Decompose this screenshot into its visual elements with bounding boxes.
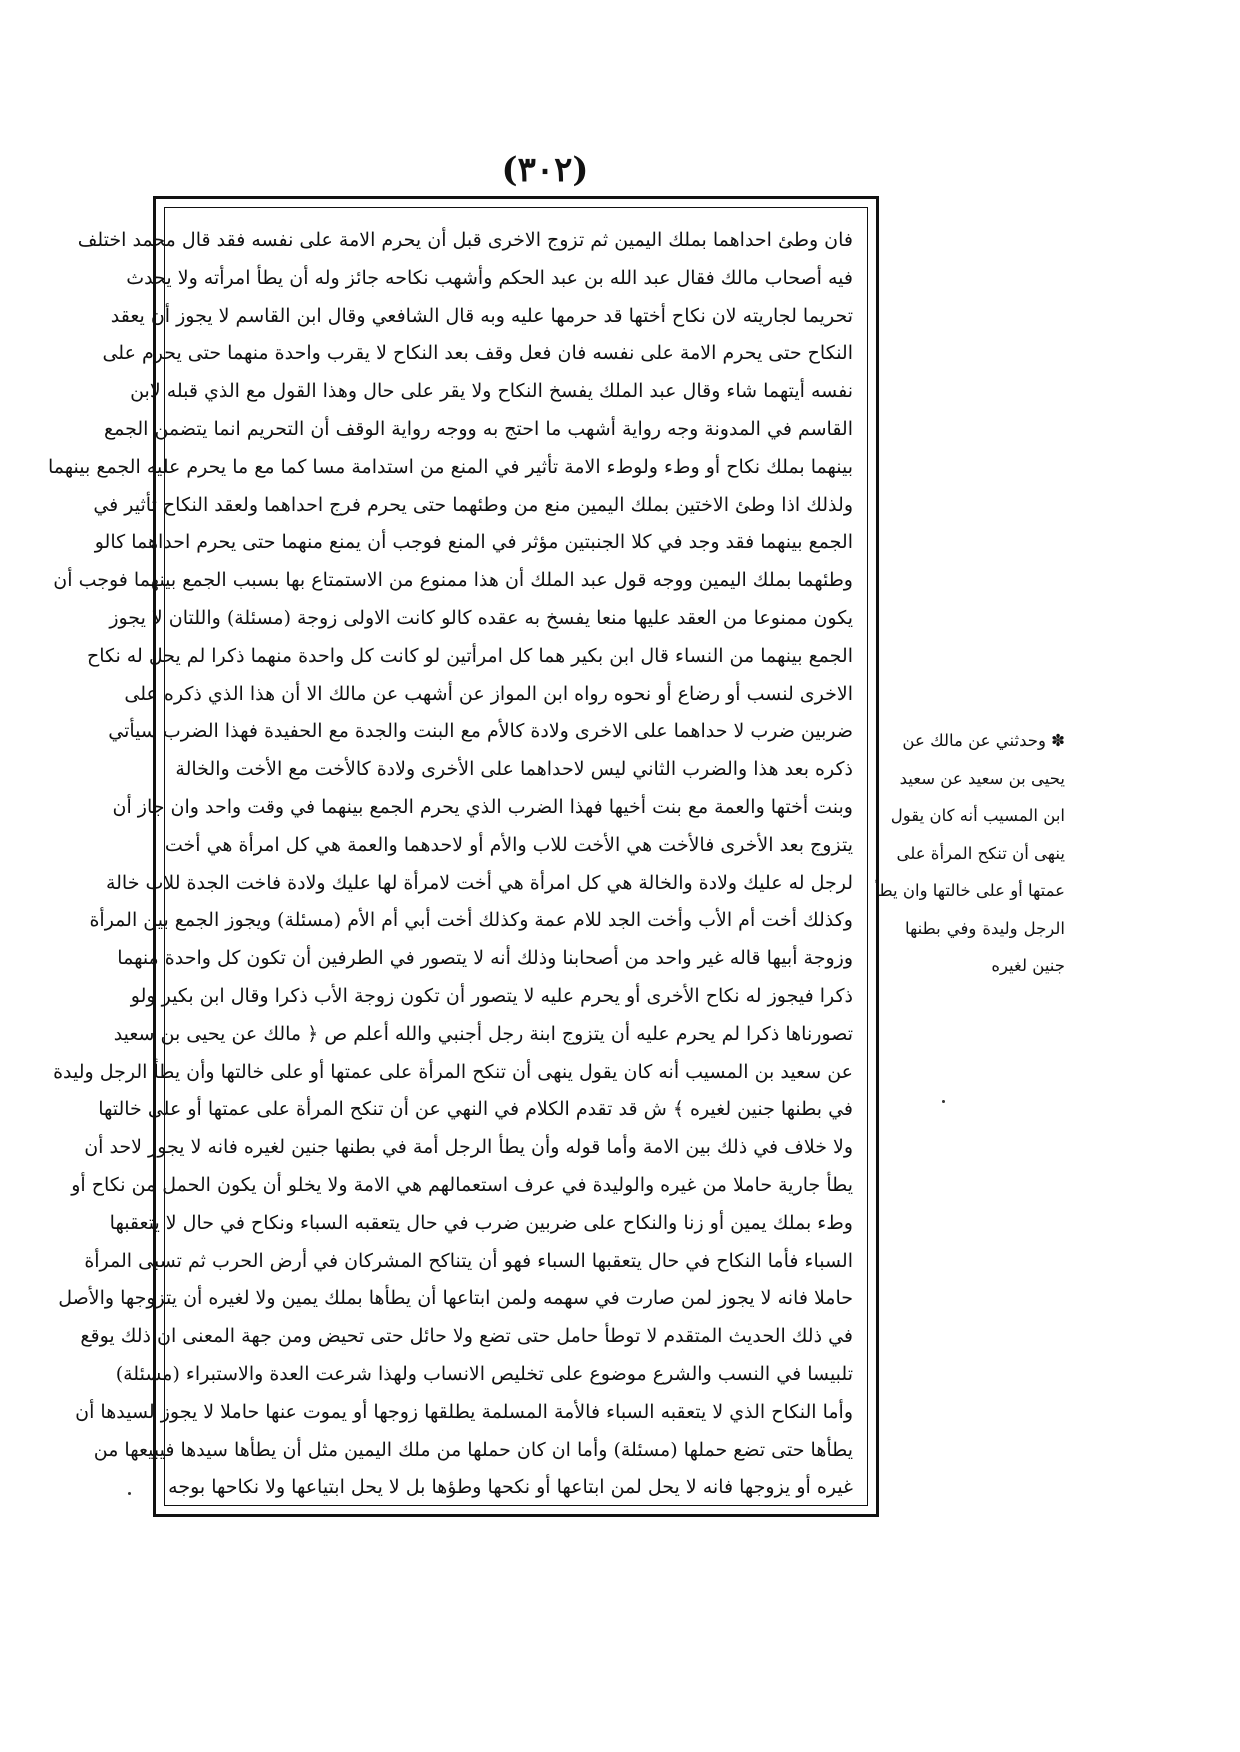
main-text-line: ضربين ضرب لا حداهما على الاخرى ولادة كالأم مع البنت والجدة مع الحفيدة فهذا الضرب سيأتي [108,720,853,743]
main-text-line: تلبيسا في النسب والشرع موضوع على تخليص الانساب ولهذا شرعت العدة والاستبراء (مسئلة) [115,1362,853,1385]
main-text-line: الجمع بينهما من النساء قال ابن بكير هما كل امرأتين لو كانت كل واحدة منهما ذكرا لم يحل له نكاح [86,644,853,667]
main-text-line: ذكرا فيجوز له نكاح الأخرى أو يحرم عليه لا يتصور أن تكون زوجة الأب ذكرا وقال ابن بكير ولو [130,984,853,1007]
main-text-line: وبنت أختها والعمة مع بنت أخيها فهذا الضرب الذي يحرم الجمع بينهما في وقت واحد وان جاز أن [112,795,853,818]
main-text-line: غيره أو يزوجها فانه لا يحل لمن ابتاعها أو نكحها وطؤها بل لا يحل ابتياعها ولا نكاحها بوجه [168,1476,853,1499]
main-text-line: النكاح حتى يحرم الامة على نفسه فان فعل وقف بعد النكاح لا يقرب واحدة منهما حتى يحرم على [102,342,853,365]
main-text-line: فيه أصحاب مالك فقال عبد الله بن عبد الحكم وأشهب نكاحه جائز وله أن يطأ امرأته ولا يحدث [126,266,853,289]
margin-note-line: يحيى بن سعيد عن سعيد [899,768,1065,788]
main-text-line: ذكره بعد هذا والضرب الثاني ليس لاحداهما على الأخرى ولادة كالأخت مع الأخت والخالة [175,758,853,781]
main-text-line: يتزوج بعد الأخرى فالأخت هي الأخت للاب والأم أو لاحدهما والعمة هي كل امرأة هي أخت [164,833,853,856]
main-text-line: بينهما بملك نكاح أو وطء ولوطء الامة تأثير في المنع من استدامة مسا كما مع ما يحرم عليه الجمع بينهما [48,455,853,478]
main-text-line: الجمع بينهما فقد وجد في كلا الجنبتين مؤثر في المنع فوجب أن يمنع منهما حتى يحرم احداهما كالو [94,531,853,554]
main-text-line: يطأها حتى تضع حملها (مسئلة) وأما ان كان حملها من ملك اليمين مثل أن يطأها سيدها فيبيعها من [93,1438,853,1461]
margin-note-line: ✽ وحدثني عن مالك عن [902,731,1065,750]
main-text-line: يطأ جارية حاملا من غيره والوليدة في عرف استعمالهم هي الامة ولا يخلو أن يكون الحمل من نكاح أو [71,1173,853,1196]
margin-note-line: ابن المسيب أنه كان يقول [890,806,1065,825]
main-text-line: في بطنها جنين لغيره ﴾ ش قد تقدم الكلام في النهي عن أن تنكح المرأة على عمتها أو على خالتها [98,1098,853,1121]
main-text-line: ولذلك اذا وطئ الاختين بملك اليمين منع من وطئهما حتى يحرم فرج احداهما ولعقد النكاح تأثير في [93,493,853,516]
main-text-line: يكون ممنوعا من العقد عليها منعا يفسخ به عقده كالو كانت الاولى زوجة (مسئلة) واللتان لا يجوز [109,606,853,629]
main-text-line: وزوجة أبيها قاله غير واحد من أصحابنا وذلك أنه لا يتصور في الطرفين أن تكون كل واحدة منهما [117,947,853,970]
margin-note [874,722,1065,985]
margin-note-line: جنين لغيره [991,956,1065,975]
text-frame-outer-border [48,196,879,1517]
main-text-line: وطئهما بملك اليمين ووجه قول عبد الملك أن هذا ممنوع من الاستمتاع بها بسبب الجمع بينهما فوجب أن [53,569,853,592]
main-text-line: لرجل له عليك ولادة والخالة هي كل امرأة هي أخت لامرأة لها عليك ولادة فاخت الجدة للاب خالة [105,871,853,894]
margin-note-line: الرجل وليدة وفي بطنها [905,918,1065,938]
main-text-line: في ذلك الحديث المتقدم لا توطأ حامل حتى تضع ولا حائل حتى تحيض ومن جهة المعنى ان ذلك يوقع [80,1325,853,1348]
main-text-block [48,222,853,1499]
main-text-line: عن سعيد بن المسيب أنه كان يقول ينهى أن تنكح المرأة على عمتها أو على خالتها وأن يطأ الرجل وليدة [53,1060,853,1083]
page-number: (٣٠٢) [501,150,589,190]
main-text-line: تحريما لجاريته لان نكاح أختها قد حرمها عليه وبه قال الشافعي وقال ابن القاسم لا يجوز أن يعقد [110,304,853,327]
scan-speck [128,1492,131,1495]
main-text-line: نفسه أيتهما شاء وقال عبد الملك يفسخ النكاح ولا يقر على حال وهذا القول مع الذي قبله لابن [130,380,853,403]
main-text-line: تصورناها ذكرا لم يحرم عليه أن يتزوج ابنة رجل أجنبي والله أعلم ص ﴿ مالك عن يحيى بن سعيد [113,1022,853,1045]
main-text-line: وكذلك أخت أم الأب وأخت الجد للام عمة وكذلك أخت أبي أم الأم (مسئلة) ويجوز الجمع بين المرأة [89,909,853,932]
margin-note-line: عمتها أو على خالتها وان يطأ [874,881,1065,900]
main-text-line: حاملا فانه لا يجوز لمن صارت في سهمه ولمن ابتاعها أن يطأها بملك يمين ولا لغيره أن يتزوجها والأصل [58,1287,853,1310]
main-text-line: فان وطئ احداهما بملك اليمين ثم تزوج الاخرى قبل أن يحرم الامة على نفسه فقد قال محمد اختلف [77,229,853,251]
main-text-line: القاسم في المدونة وجه رواية أشهب ما احتج به ووجه رواية الوقف أن التحريم انما يتضمن الجمع [104,417,853,440]
text-frame-inner-border [48,207,868,1506]
main-text-line: وطء بملك يمين أو زنا والنكاح على ضربين ضرب في حال يتعقبه السباء ونكاح في حال لا يتعقبها [109,1211,853,1234]
margin-note-line: ينهى أن تنكح المرأة على [896,843,1065,863]
main-text-line: وأما النكاح الذي لا يتعقبه السباء فالأمة المسلمة يطلقها زوجها أو يموت عنها حاملا لا يجوز لسيدها أن [75,1400,853,1423]
main-text-line: الاخرى لنسب أو رضاع أو نحوه رواه ابن المواز عن أشهب عن مالك الا أن هذا الذي ذكره على [124,682,853,705]
scan-speck [942,1100,945,1103]
main-text-line: السباء فأما النكاح في حال يتعقبها السباء فهو أن يتناكح المشركان في أرض الحرب ثم تسبى المرأة [84,1249,853,1272]
main-text-line: ولا خلاف في ذلك بين الامة وأما قوله وأن يطأ الرجل أمة في بطنها جنين لغيره فانه لا يجوز لاحد أن [84,1136,853,1159]
